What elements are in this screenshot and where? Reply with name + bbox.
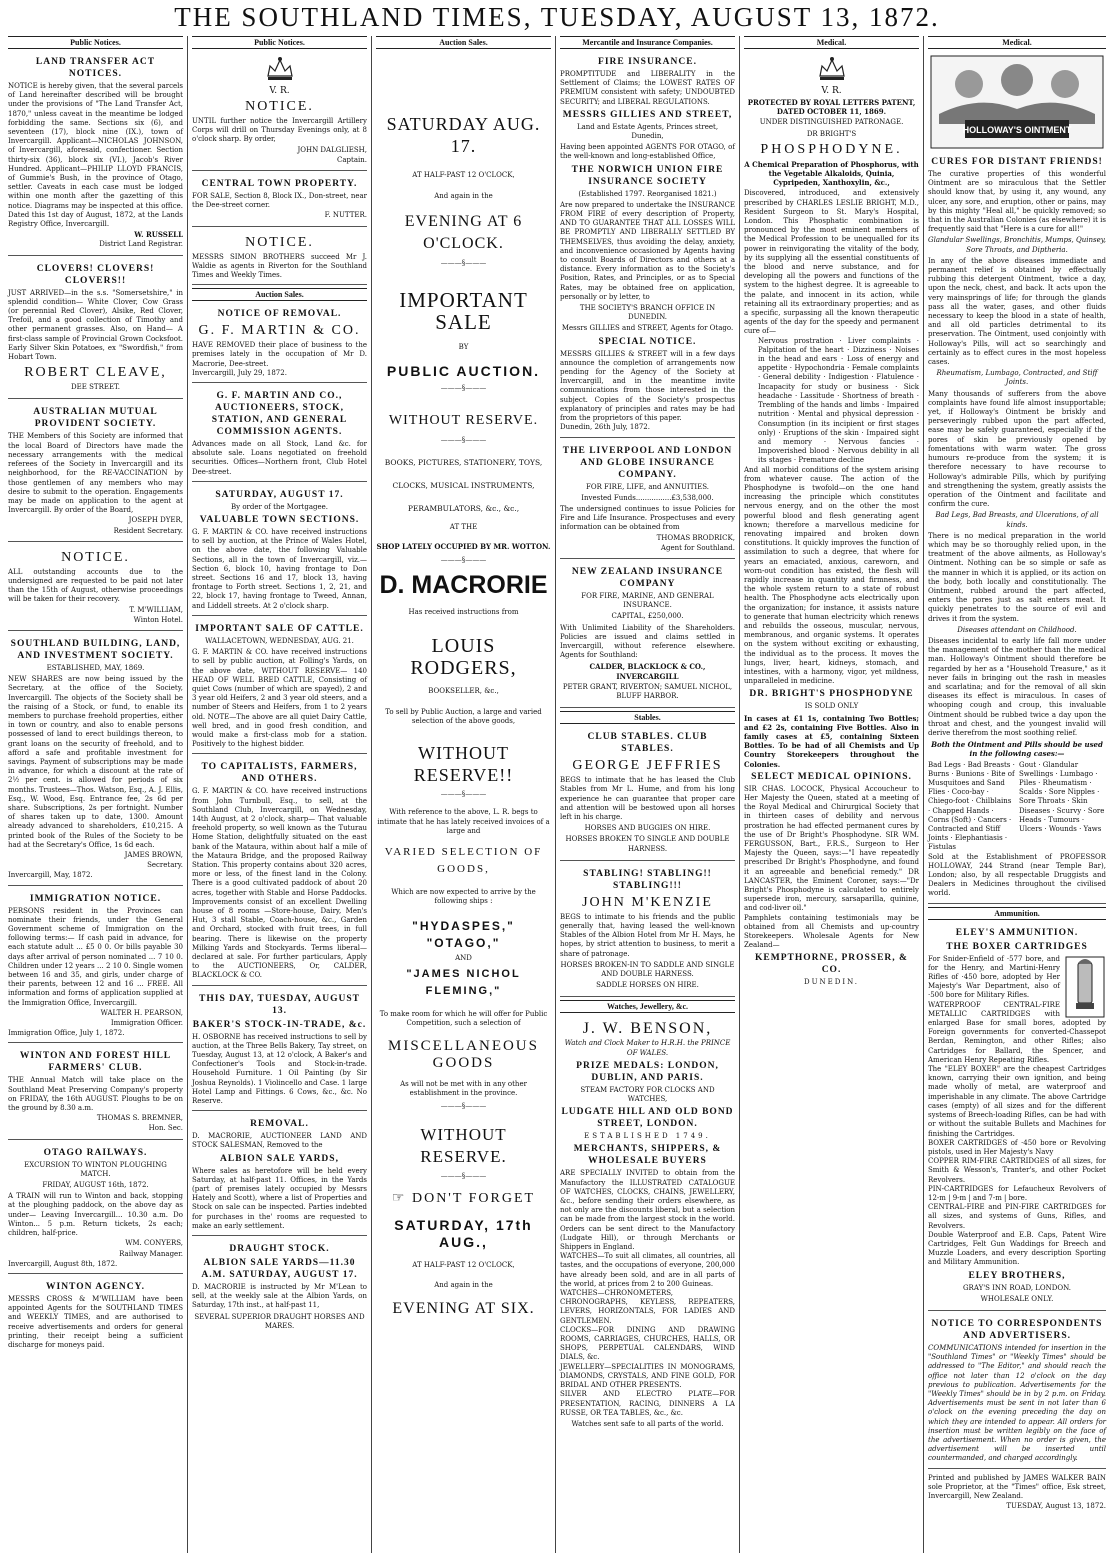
product-line: WATCHES—To suit all climates, all countries, all tastes, and the occupations of everyone, 200,000 have already been sold, and are in all parts of the world, at prices from 2 to 200 Guineas. <box>560 1252 735 1288</box>
removal-notice <box>192 304 367 383</box>
ad-body: In any of the above diseases immediate and permanent relief is obtained by effectually rubbing this detergent Ointment, twice a day, upon the neck, chest, and back. It acts upon the very mainsprings of life; for through the glands pass all the water, gases, and other fluids necessary to keep the blood in a state of health, and all old particles detrimental to its preservation. The Ointment, used conjointly with Holloway's Pills, will act so searchingly and certainly as to effect cures in the most hopeless cases. <box>928 256 1106 367</box>
ad-title: SOUTHLAND BUILDING, LAND, AND INVESTMENT SOCIETY. <box>10 638 181 661</box>
goods-line: BOOKS, PICTURES, STATIONERY, TOYS, <box>384 457 543 467</box>
page-columns <box>4 36 1110 1553</box>
ad-body: D. MACRORIE, AUCTIONEER LAND AND STOCK SALESMAN, Removed to the <box>192 1132 367 1150</box>
land-transfer-notice <box>8 52 183 256</box>
ad-dateline: Immigration Office, July 1, 1872. <box>8 1029 125 1038</box>
winton-hotel-notice <box>8 545 183 631</box>
ad-signature-title: Agent for Southland. <box>660 543 735 552</box>
ad-signature: WALTER H. PEARSON, <box>100 1008 183 1017</box>
railways-ad <box>8 1143 183 1274</box>
ad-body: NEW SHARES are now being issued by the Secretary, at the office of the Society, Invercargill. The objects of the Society shall be the raising of a Stock, or fund, to enable its members to purchase freehold properties, either in town or country, and also to enable persons possessed of land to erect buildings thereon, to grant loans on the security of freehold, and to afford a safe and profitable investment for savings. Payment of subscriptions may be made in advance, for which a discount at the rate of 2½ per cent. is allowed for periods of six months. Trustees—Thos. Watson, Esq., A. J. Ellis, Esq., W. Wood, Esq. Entrance fee, 2s 6d per share. Subscriptions, 2s per fortnight. Number of shares taken up to date, 1300. Amount already advanced to shareholders, £10,215. A printed book of the Rules of the Society to be had at the Secretary's Office, 1s 6d each. <box>8 675 183 849</box>
prize-medals: PRIZE MEDALS: LONDON, DUBLIN, AND PARIS. <box>576 1060 719 1083</box>
ad-body: COMMUNICATIONS intended for insertion in the "Southland Times" or "Weekly Times" should be addressed to "The Editor," and should reach the office not later than 12 o'clock on the day previous to publication. Advertisements for the "Weekly Times" should be in by 2 p.m. on Friday. Advertisements must be sent in not later than 6 o'clock on the evening preceding the day on which they are intended to appear. All orders for insertion must be written legibly on the face of the advertisement. When no order is given, the advertisement will be inserted until countermanded, and charged accordingly. <box>928 1343 1106 1463</box>
ships-note: Which are now expected to arrive by the following ships : <box>391 888 536 906</box>
ad-title: BAKER'S STOCK-IN-TRADE, &c. <box>192 1019 367 1030</box>
macrorie-auction-ad <box>376 113 551 1320</box>
ad-tail: HORSES AND BUGGIES ON HIRE. <box>584 824 711 833</box>
liverpool-london-ad <box>560 441 735 559</box>
sale-description: To sell by Public Auction, a large and varied selection of the above goods, <box>385 708 542 726</box>
sale-time: AT HALF-PAST 12 O'CLOCK, <box>412 171 515 179</box>
product-line: CENTRAL-FIRE and PIN-FIRE CARTRIDGES for all sizes, and systems of Guns, Rifles, and Revolvers. <box>928 1203 1106 1230</box>
product-line: CLOCKS—FOR DINING AND DRAWING ROOMS, CARRIAGES, CHURCHES, HALLS, OR SHOPS, PERPETUAL CALENDARS, WIND DIALS, &c. <box>560 1325 735 1362</box>
amp-society-ad <box>8 402 183 541</box>
ad-title: NOTICE. <box>245 99 314 114</box>
ad-signature-title: Hon. Sec. <box>148 1124 183 1133</box>
ad-title: AUSTRALIAN MUTUAL PROVIDENT SOCIETY. <box>33 407 158 430</box>
product-line: COPPER RIM-FIRE CARTRIDGES of all sizes, for Smith & Wesson's, Tranter's, and other Pocket Revolvers. <box>928 1157 1106 1184</box>
ad-body: G. F. MARTIN & CO. have received instructions to sell by public auction, at Folling's Yards, on the above date, WITHOUT RESERVE— 140 HEAD OF WELL BRED CATTLE, Consisting of quiet Cows (number of which are spayed), 2 and 3 year old Heifers, 2 and 3 year old steers, and a number of Steers and Heifers, from 1 to 2 years old. NOTE—The above are all quiet Dairy Cattle, well bred, and in good fresh condition, and would make a first-class mob for a station. Positively to the highest bidder. <box>192 648 367 749</box>
ad-body: PERSONS resident in the Provinces can nominate their friends, under the General Government scheme of Immigration on the following terms:— If cash paid in advance, for each statute adult ... £5 0 0. Or bills payable 30 days after arrival of person nominated ... 7 10 0. Children under 12 years ... 2 10 0. Single women between 16 and 35, and girls, under charge of their parents, between 12 and 16 ... FREE. All information and forms of application supplied at the Immigration Office, Invercargill. <box>8 906 183 1007</box>
ad-title: CURES FOR DISTANT FRIENDS! <box>931 157 1103 167</box>
ad-title: NOTICE TO CORRESPONDENTS AND ADVERTISERS. <box>931 1318 1103 1341</box>
agent-name: MESSRS GILLIES AND STREET, <box>562 109 733 120</box>
ad-body: THE Members of this Society are informed that the local Board of Directors have made the necessary arrangements with the medical referees of the Society in Invercargill and its neighborhood, for the RE-VACCINATION by those gentlemen of any members who may desire to submit to the operation. Engagements may be made on application to the agent at Invercargill. By order of the Board, <box>8 432 183 515</box>
ad-body: Are now prepared to undertake the INSURANCE FROM FIRE of every description of Property, AND TO GUARANTEE THAT ALL LOSSES WILL BE PROMPTLY AND LIBERALLY SETTLED BY THEMSELVES, thus avoiding the delay, anxiety, and inconvenience occasioned by Agents having to consult Boards of Directors and others at a distance. Every information as to the Society's Position, Rates, and Principles, or as to Special Rates, may be obtained free on application, personally or by letter, to <box>560 200 735 301</box>
holloway-label: HOLLOWAY'S OINTMENT <box>962 125 1072 135</box>
ad-title: TO CAPITALISTS, FARMERS, AND OTHERS. <box>201 762 358 785</box>
ad-subtitle: Watch and Clock Maker to H.R.H. the PRINCE OF WALES. <box>564 1039 731 1057</box>
ad-body: The curative properties of this wonderful Ointment are so miraculous that the Settler should know that, by using it, any wound, any ulcer, any sore, and eruption, other or pains, may by this mighty "Heal all," be quickly removed; so that in the Australian Colonies (as elsewhere) it is frequently said that "Here is a cure for all!" <box>928 170 1106 234</box>
ad-body: HAVE REMOVED their place of business to the premises lately in the occupation of Mr D. Macrorie, Dee-street. <box>192 341 367 368</box>
column-header: Medical. <box>744 36 919 49</box>
ad-body: Many thousands of sufferers from the above complaints have found life almost insupportable; yet, if Holloway's Ointment be briskly and perseveringly rubbed upon the part affected, ease may be safely guaranteed, especially if the pores of skin be previously opened by fomentations with warm water. The gross humours re-produce from the system; it is therefore necessary to have recourse to Holloway's admirable Pills, which by purifying and strengthening the system, greatly assists the operation of the Ointment and facilitate and confirm the cure. <box>928 389 1106 509</box>
central-town-property-ad <box>192 174 367 227</box>
column-header: Mercantile and Insurance Companies. <box>560 36 735 49</box>
pricing: In cases at £1 1s, containing Two Bottles; and £2 2s, containing Five Bottles. Also in family cases at £5, containing Sixteen Bottles. To be had of all Chemists and Up Country Storekeepers throughout the Colonies. <box>744 713 919 769</box>
ad-signature: JOSEPH DYER, <box>128 516 183 525</box>
ad-body: For Snider-Enfield of ·577 bore, and for the Henry, and Martini-Henry Rifles of ·450 bore, adopted by Her Majesty's War Department, also of ·500 bore for Military Rifles. <box>928 954 1060 1000</box>
ad-body: Where sales as heretofore will be held every Saturday, at half-past 11. Offices, in the Yards (part of premises lately occupied by Messrs Hately and Scott), where a list of Properties and Stock on sale can be inspected. Parties indebted for purchases in the' rooms are requested to make an early settlement. <box>192 1166 367 1230</box>
ad-body: FOR SALE, Section 8, Block IX., Don-street, near the Dee-street corner. <box>192 192 367 210</box>
ad-dateline: Invercargill, July 29, 1872. <box>192 368 287 377</box>
ad-subheading: Glandular Swellings, Bronchitis, Mumps, Quinsey, Sore Throats, and Diptheria. <box>928 236 1106 254</box>
auctioneer-name: D. MACRORIE <box>379 570 548 599</box>
ad-title: NOTICE. <box>245 234 314 250</box>
royal-crest-icon <box>258 54 302 84</box>
separator: ———§——— <box>440 435 487 444</box>
wholesale-note: WHOLESALE ONLY. <box>980 1294 1054 1303</box>
ad-title: ELEY'S AMMUNITION. <box>955 927 1079 938</box>
ad-title: IMPORTANT SALE OF CATTLE. <box>195 623 364 634</box>
separator: ———§——— <box>440 1102 487 1111</box>
column-header: Public Notices. <box>8 36 183 49</box>
ad-subtitle: ALBION SALE YARDS—11.30 A.M. SATURDAY, AUGUST 17. <box>201 1258 358 1281</box>
ad-signature: JAMES BROWN, <box>124 851 183 859</box>
product-description: A Chemical Preparation of Phosphorus, with the Vegetable Alkaloids, Quinia, Cypripeden, Xanthoxylin, &c., <box>744 159 919 188</box>
ad-title: WINTON AGENCY. <box>46 1281 145 1292</box>
ad-signature: THOMAS BRODRICK, <box>656 533 735 542</box>
company-name: ELEY BROTHERS, <box>968 1270 1066 1281</box>
agent-name: CALDER, BLACKLOCK & CO., INVERCARGILL <box>589 662 706 681</box>
separator: ———§——— <box>440 790 487 799</box>
ad-date: FRIDAY, AUGUST 16th, 1872. <box>42 1181 149 1190</box>
ad-subtitle: FOR FIRE, MARINE, AND GENERAL INSURANCE. <box>581 591 714 610</box>
ad-body: BEGS to intimate to his friends and the public generally that, having leased the well-known Stables of the Albion Hotel from Mr H. Mays, he hopes, by strict attention to business, to merit a share of patronage. <box>560 912 735 958</box>
province-note: As will not be met with in any other establishment in the province. <box>400 1080 527 1098</box>
address: LUDGATE HILL AND OLD BOND STREET, LONDON. <box>561 1107 734 1130</box>
ad-date: WALLACETOWN, WEDNESDAY, AUG. 21. <box>205 636 354 645</box>
ad-dateline: Dunedin, 26th July, 1872. <box>560 423 650 432</box>
club-stables-ad <box>560 727 735 861</box>
product-line: PIN-CARTRIDGES for Lefaucheux Revolvers of 12-m | 9-m | and 7-m | bore. <box>928 1184 1106 1202</box>
ad-body: Diseases incidental to early life fall more under the management of the mother than the medical man. Holloway's Ointment should therefore be regarded by her as a "Household Treasure," as it never fails in bringing out the rash in measles and scarlatina; and for the removal of all skin diseases its effect is miraculous. In cases of whooping cough and croup, this invaluable Ointment should be rubbed twice a day upon the throat and chest, and the youngest invalid will derive therefrom the most soothing relief. <box>928 636 1106 737</box>
ad-title: MERCHANTS, SHIPPERS, & WHOLESALE BUYERS <box>573 1144 722 1167</box>
ad-title: STABLING! STABLING!! STABLING!!! <box>583 868 712 891</box>
reserve-note: WITHOUT RESERVE. <box>388 412 539 428</box>
agent-city: DUNEDIN. <box>803 978 860 987</box>
column-6 <box>924 36 1110 1553</box>
column-header: Auction Sales. <box>376 36 551 49</box>
sale-evening: EVENING AT 6 O'CLOCK. <box>404 213 523 253</box>
correspondents-notice <box>928 1314 1106 1469</box>
ad-title: CLOVERS! CLOVERS! CLOVERS!! <box>36 263 155 286</box>
branch-office: THE SOCIETY'S BRANCH OFFICE IN DUNEDIN. <box>579 304 716 322</box>
column-1 <box>4 36 188 1553</box>
ad-tail: HORSES BROKEN TO SINGLE AND DOUBLE HARNESS. <box>565 835 730 853</box>
macrorie-removal-ad <box>192 1114 367 1236</box>
ad-body: UNTIL further notice the Invercargill Artillery Corps will drill on Thursday Evenings only, at 8 o'clock sharp. By order, <box>192 117 367 144</box>
royal-cipher: V. R. <box>821 86 842 96</box>
ad-body: Advances made on all Stock, Land &c. for absolute sale. Loans negotiated on freehold securities. Offices—Northern front, Club Hotel Dee-street. <box>192 440 367 476</box>
ship-names: "JAMES NICHOL FLEMING," <box>406 967 521 997</box>
imprint-date: TUESDAY, August 13, 1872. <box>1006 1502 1106 1511</box>
factory: STEAM FACTORY FOR CLOCKS AND WATCHES, <box>580 1085 715 1104</box>
separator: ———§——— <box>440 259 487 268</box>
ad-date: SATURDAY, AUGUST 17. <box>215 489 344 500</box>
patent-notice: PROTECTED BY ROYAL LETTERS PATENT, DATED OCTOBER 11, 1869. <box>747 98 916 117</box>
ad-title: REMOVAL. <box>250 1119 309 1130</box>
ad-signature: THOMAS S. BREMNER, <box>96 1114 183 1123</box>
ad-signature-title: District Land Registrar. <box>99 240 183 249</box>
nz-insurance-ad <box>560 562 735 708</box>
ad-title: SPECIAL NOTICE. <box>598 336 697 347</box>
ad-signature-title: Captain. <box>337 155 367 164</box>
ad-body: THE Annual Match will take place on the Southland Meat Preserving Company's property on FRIDAY, the 16th AUGUST. Ploughs to be on the ground by 8.30 a.m. <box>8 1076 183 1113</box>
ad-title: FIRE INSURANCE. <box>598 57 697 67</box>
product-line: WATCHES—CHRONOMETERS, CHRONOGRAPHS, KEYLESS, REPEATERS, LEVERS, HORIZONTALS, FOR LADIES AND GENTLEMEN. <box>560 1289 735 1325</box>
ad-tail: SADDLE HORSES ON HIRE. <box>596 981 699 990</box>
ad-body: MESSRS SIMON BROTHERS succeed Mr J. Waldie as agents in Riverton for the Southland Times and Weekly Times. <box>192 252 367 280</box>
product-line: JEWELLERY—SPECIALITIES IN MONOGRAMS, DIAMONDS, CRYSTALS, AND FINE GOLD, FOR BRIDAL AND OTHER PRESENTS. <box>560 1362 735 1390</box>
ad-signature: F. NUTTER. <box>324 211 367 220</box>
ad-body: Having been appointed AGENTS FOR OTAGO, of the well-known and long-established Office, <box>560 143 735 161</box>
holloway-engraving-icon <box>928 54 1106 150</box>
location: SHOP LATELY OCCUPIED BY MR. WOTTON. <box>376 542 551 552</box>
ad-footer: Sold at the Establishment of PROFESSOR HOLLOWAY, 244 Strand (near Temple Bar), London; also, by all respectable Druggists and Dealers in Medicines throughout the civilised world. <box>928 852 1106 898</box>
ad-body: And all morbid conditions of the system arising from whatever cause. The action of the Phosphodyne is twofold—on the one hand increasing the principle which constitutes nervous energy, and on the other the most powerful blood and flesh generating agent known; therefore a marvellous medicine for renovating impaired and broken down constitutions. It quickly improves the function of assimilation to such a degree, that where for years an emaciated, anxious, careworn, and worn-out condition has existed, the flesh will rapidly increase in quantity and firmness, and the whole system return to a state of robust health. The Phosphodyne acts electrically upon the organization; for instance, it assists nature to generate that human electricity which renews and rebuilds the osseous, muscular, nervous, membranous, and organic systems. It operates on the system without exciting or exhausting, the individual as to the process. It moves the lungs, liver, heart, kidneys, stomach, and intestines, with a harmony, vigor, yet mildness, unparalleled in medicine. <box>744 465 919 686</box>
ad-signature: T. M'WILLIAM, <box>129 605 183 614</box>
ad-subheading: Bad Legs, Bad Breasts, and Ulcerations, of all kinds. <box>935 511 1099 529</box>
brand: DR BRIGHT'S <box>806 129 857 138</box>
sale-note: And again in the <box>434 192 493 201</box>
ad-body: WATERPROOF CENTRAL-FIRE METALLIC CARTRIDGES with enlarged Base for small bores, adopted by Foreign governments for converted-Chassepot Berdan, Remington, and other Rifles; also Cartridges for Ballard, the Spencer, and American Henry Repeating Rifles. <box>928 1000 1106 1064</box>
company-name: THE NORWICH UNION FIRE INSURANCE SOCIETY <box>571 164 724 187</box>
winton-agency-ad <box>8 1277 183 1354</box>
simon-brothers-notice <box>192 230 367 286</box>
separator: ———§——— <box>440 555 487 564</box>
ad-dateline: Invercargill, May, 1872. <box>8 871 93 880</box>
ad-subtitle: ESTABLISHED, MAY, 1869. <box>46 663 145 672</box>
advertiser-address: DEE STREET. <box>71 383 120 392</box>
cartridge-icon <box>1064 955 1106 1019</box>
ailments-left: Bad Legs · Bad Breasts · Burns · Bunions · Bite of Musquitoes and Sand Flies · Coco-bay · Chiego-foot · Chilblains · Chapped Hands · Corns (Soft) · Cancers · Contracted and Stiff Joints · Elephantiasis · Fistulas <box>928 760 1015 852</box>
cattle-sale-ad <box>192 619 367 754</box>
holloway-ointment-ad <box>928 52 1106 904</box>
royal-crest-icon <box>810 54 854 84</box>
agent-address: Land and Estate Agents, Princes street, Dunedin, <box>576 122 719 141</box>
invested-funds: Invested Funds................£3,538,000. <box>581 493 714 502</box>
ad-body: Pamphlets containing testimonials may be obtained from all Chemists and up-country Storekeepers. Wholesale Agents for New Zealand— <box>744 913 919 950</box>
ad-tail: SEVERAL SUPERIOR DRAUGHT HORSES AND MARES. <box>194 1312 365 1330</box>
ad-dateline: Invercargill, August 8th, 1872. <box>8 1259 118 1268</box>
company-address: GRAY'S INN ROAD, LONDON. <box>962 1283 1072 1292</box>
immigration-notice <box>8 889 183 1044</box>
patronage: UNDER DISTINGUISHED PATRONAGE. <box>759 118 904 127</box>
ad-body: MESSRS GILLIES & STREET will in a few days announce the completion of arrangements now pending for the Agency of the Society at Invercargill, and in the meantime invite communications from those interested in the subject. Copies of the Society's prospectus explanatory of principles and rates may be had from the proprietors of this paper. <box>560 349 735 423</box>
goods-heading: MISCELLANEOUS GOODS <box>387 1038 539 1072</box>
column-3 <box>372 36 556 1553</box>
ailments-list: Nervous prostration · Liver complaints · Palpitation of the heart · Dizziness · Noises in the head and ears · Loss of energy and appetite · Hypochondria · Female complaints · General debility · Indigestion · Flatulence · Incapacity for study or business · Sick headache · Lassitude · Shortness of breath · Trembling of the hands and limbs · Impaired nutrition · Mental and physical depression · Consumption (in its incipient or first stages only) · Eruptions of the skin · Impaired sight and memory · Nervous fancies · Impoverished blood · Nervous debility in all its stages · Premature decline <box>758 336 919 465</box>
sale-time: AT HALF-PAST 12 O'CLOCK, <box>412 1261 515 1270</box>
ad-title: G. F. MARTIN AND CO., AUCTIONEERS, STOCK, STATION, AND GENERAL COMMISSION AGENTS. <box>211 391 348 438</box>
ad-signature: WM. CONYERS, <box>125 1239 183 1248</box>
agent-name: PETER GRANT, RIVERTON; SAMUEL NICHOL, BLUFF HARBOR. <box>562 682 733 700</box>
column-4 <box>556 36 740 1553</box>
ad-subtitle: IS SOLD ONLY <box>804 702 859 711</box>
company-established: (Established 1797. Reorganised 1821.) <box>578 189 717 198</box>
firm-name: G. F. MARTIN & CO. <box>198 323 361 339</box>
ad-title: LAND TRANSFER ACT NOTICES. <box>35 57 156 79</box>
goods-line: PERAMBULATORS, &c., &c., <box>407 504 520 514</box>
ad-title: OTAGO RAILWAYS. <box>43 1147 148 1158</box>
ad-signature: W. RUSSELL <box>134 230 183 240</box>
masthead: THE SOUTHLAND TIMES, TUESDAY, AUGUST 13, 1872. <box>174 2 940 32</box>
capital: CAPITAL, £250,000. <box>611 612 684 621</box>
testimonials: SIR CHAS. LOCOCK, Physical Accoucheur to Her Majesty the Queen, stated at a meeting of the Royal Medical and Chirurgical Society that in thirteen cases of debility and nervous prostration he had effected permanent cures by the use of Dr Bright's Phosphodyne. SIR WM. FERGUSSON, Bart., F.R.S., Surgeon to Her Majesty the Queen, says:—"I have repeatedly prescribed Dr Bright's Phosphodyne, and found it an agreeable and beneficial remedy." DR LANCASTER, the Eminent Coroner, says:—"Dr Bright's Phosphodyne is calculated to entirely supersede iron, mercury, sarsaparilla, quinine, and cod-liver oil." <box>744 784 919 913</box>
ad-body: NOTICE is hereby given, that the several parcels of Land hereinafter described will be brought under the provisions of "The Land Transfer Act, 1870," unless caveat in the meantime be lodged forbidding the same. Sections six (6), and seventeen (17), block nine (IX.), town of Invercargill. Applicant—NICHOLAS JOHNSON, of Invercargill, aforesaid, confectioner. Section thirty-six (36), block six (VI.), Jacob's River Hundred. Applicant—PHILIP LLOYD FRANCIS, of Gummie's Bush, in the province of Otago, settler. Caveats in each case must be lodged within one month after the gazetting of this notice. Diagrams may be inspected at this office. Dated this 1st day of August, 1872, at the Lands Registry Office, Invercargill. <box>8 82 183 229</box>
town-sections-ad <box>192 485 367 616</box>
royal-cipher: V. R. <box>269 86 290 96</box>
sale-by: BY <box>458 343 469 352</box>
ad-body: With Unlimited Liability of the Shareholders. Policies are issued and claims settled in Invercargill, without reference elsewhere. Agents for Southland: <box>560 623 735 660</box>
reminder-text: DON'T FORGET <box>411 1191 536 1207</box>
ad-title: J. W. BENSON, <box>582 1020 713 1038</box>
ad-footer: Watches sent safe to all parts of the world. <box>571 1419 724 1428</box>
ad-body: MESSRS CROSS & M'WILLIAM have been appointed Agents for the SOUTHLAND TIMES and WEEKLY TIMES, and are authorised to receive advertisements and orders for general printing, their receipt being a sufficient discharge for moneys paid. <box>8 1294 183 1349</box>
column-header: Public Notices. <box>192 36 367 49</box>
ad-body: The undersigned continues to issue Policies for Fire and Life Insurance. Prospectuses and every information can be obtained from <box>560 504 735 532</box>
ship-and: AND <box>455 954 472 963</box>
ad-body: BEGS to intimate that he has leased the Club Stables from Mr L. Hume, and from his long experience he can guarantee that proper care and attention will be bestowed upon all horses left in his charge. <box>560 776 735 821</box>
ad-body: A TRAIN will run to Winton and back, stopping at the ploughing paddock, on the above day as under— Leaving Invercargill... 10.30 a.m. Do Winton... 5 p.m. Return tickets, 2s each; children, half-price. <box>8 1192 183 1238</box>
clovers-ad <box>8 259 183 400</box>
ad-body: D. MACRORIE is instructed by Mr M'Lean to sell, at the weekly sale at the Albion Yards, on Saturday, 17th inst., at half-past 11, <box>192 1283 367 1310</box>
ad-title: CLUB STABLES. CLUB STABLES. <box>587 732 708 755</box>
ad-body: JUST ARRIVED—in the s.s. "Somersetshire," in splendid condition— White Clover, Cow Grass (or perennial Red Clover), Alsike, Red Clover, Trefoil, and a good collection of Timothy and other permanent grasses. Also, on Hand— A first-class sample of Provincial Grown Cocksfoot. Early Silver Skin Potatoes, ex "Swordfish," from Hobart Town. <box>8 288 183 362</box>
reserve-note: WITHOUT RESERVE!! <box>413 743 514 786</box>
ad-body: PROMPTITUDE and LIBERALITY in the Settlement of Claims; the LOWEST RATES OF PREMIUM consistent with safety; UNDOUBTED SECURITY; and LIBERAL REGULATIONS. <box>560 70 735 106</box>
ad-subheading: Both the Ointment and Pills should be used in the following cases:— <box>931 740 1103 759</box>
section-header: Ammunition. <box>928 907 1106 920</box>
capitalists-ad <box>192 757 367 985</box>
section-header: Watches, Jewellery, &c. <box>560 1000 735 1013</box>
separator: ———§——— <box>440 1172 487 1181</box>
building-society-ad <box>8 634 183 886</box>
separator: ———§——— <box>440 383 487 392</box>
ad-signature: Messrs GILLIES and STREET, Agents for Otago. <box>561 324 734 333</box>
ad-body: ALL outstanding accounts due to the undersigned are requested to be paid not later than the 15th of August, otherwise proceedings will be taken for their recovery. <box>8 567 183 604</box>
product-line: SILVER AND ELECTRO PLATE—FOR PRESENTATION, RACING, DINNERS A LA RUSSE, OR TEA TABLES, &c., &c. <box>560 1390 735 1417</box>
client-trade: BOOKSELLER, &c., <box>428 686 499 695</box>
ad-title: SELECT MEDICAL OPINIONS. <box>751 771 912 782</box>
proprietor-name: JOHN M'KENZIE <box>582 894 713 910</box>
reference-note: With reference to the above, L. R. begs to intimate that he has lately received invoices of a large and <box>377 808 550 835</box>
goods-line: CLOCKS, MUSICAL INSTRUMENTS, <box>392 480 535 490</box>
sale-date: SATURDAY, 17th AUG., <box>394 1217 533 1251</box>
product-name: PHOSPHODYNE. <box>760 141 903 157</box>
ad-title: NEW ZEALAND INSURANCE COMPANY <box>571 566 724 589</box>
ad-title: IMMIGRATION NOTICE. <box>29 893 162 904</box>
phosphodyne-ad <box>744 52 919 994</box>
ad-subtitle: By order of the Mortgagee. <box>231 502 328 511</box>
farmers-club-ad <box>8 1046 183 1139</box>
location-prefix: AT THE <box>449 523 478 532</box>
sale-note: And again in the <box>434 1280 493 1289</box>
pointing-hand-icon: ☞ <box>391 1191 412 1207</box>
benson-watches-ad <box>560 1016 735 1435</box>
ad-title: DRAUGHT STOCK. <box>229 1244 330 1255</box>
ad-title: ALBION SALE YARDS, <box>220 1153 339 1164</box>
section-header: Auction Sales. <box>192 288 367 301</box>
client-name: LOUIS RODGERS, <box>410 634 517 679</box>
ad-date: THIS DAY, TUESDAY, AUGUST 13. <box>199 993 360 1016</box>
established: ESTABLISHED 1749. <box>584 1132 711 1141</box>
draught-stock-ad <box>192 1239 367 1337</box>
ad-subheading: Rheumatism, Lumbago, Contracted, and Stiff Joints. <box>936 369 1098 387</box>
ad-signature-title: Resident Secretary. <box>113 526 183 535</box>
ad-title: NOTICE OF REMOVAL. <box>217 309 342 320</box>
ship-names: "HYDASPES," "OTAGO," <box>412 919 515 951</box>
advertiser-name: ROBERT CLEAVE, <box>24 365 167 381</box>
ad-body: H. OSBORNE has received instructions to sell by auction, at the Three Bells Bakery, Tay street, on Tuesday, August 13, at 12 o'clock, A Baker's and Confectioner's Tools and Stock-in-trade. Household Furniture. 1 Oil Painting (by Sir Joshua Reynolds). 1 Violincello and Case. 1 large Hotel Lamp and Fittings. 6 Cows, &c., &c. No Reserve. <box>192 1032 367 1106</box>
ad-body: G. F. MARTIN & CO. have received instructions to sell by auction, at the Prince of Wales Hotel, on the above date, the following Valuable Sections, all in the town of Invercargill, viz.— Section 6, block 10, having frontage to Don street. Sections 16 and 17, block 13, having frontage to Forth street. Sections 1, 2, 21, and 22, block 17, having frontage to Tweed, Annan, and Liddell streets. At 2 o'clock sharp. <box>192 528 367 610</box>
proprietor-name: GEORGE JEFFRIES <box>572 758 723 774</box>
product-line: BOXER CARTRIDGES of ·450 bore or Revolving pistols, used in Her Majesty's Navy <box>928 1138 1106 1156</box>
sale-heading: IMPORTANT SALE <box>399 288 528 335</box>
sale-type: PUBLIC AUCTION. <box>386 362 541 379</box>
ad-title: VALUABLE TOWN SECTIONS. <box>199 515 360 526</box>
ad-signature-title: Secretary. <box>147 861 183 870</box>
ad-body: ARE SPECIALLY INVITED to obtain from the Manufactory the ILLUSTRATED CATALOGUE OF WATCHES, CLOCKS, CHAINS, JEWELLERY, &c., before sending their orders elsewhere, as not only are the discounts liberal, but a selection can be made from the largest stock in the world. Orders can be sent direct to the Manufactory (Ludgate Hill), or through Merchants or Shippers in England. <box>560 1169 735 1252</box>
reserve-note: WITHOUT RESERVE. <box>420 1125 507 1167</box>
ad-title: THE LIVERPOOL AND LONDON AND GLOBE INSURANCE COMPANY. <box>562 445 733 480</box>
reminder <box>376 1190 551 1207</box>
ad-body: G. F. MARTIN & CO. have received instructions from John Turnbull, Esq., to sell, at the Southland Club, Invercargill, on Wednesday, 14th August, at 2 o'clock, sharp— That valuable freehold property, so well known as the Tuturau Home Station, delightfully situated on the east bank of the Mataura, within about half a mile of the Mataura Bridge, and the proposed Railway Station. This property contains about 320 acres, more or less, of the finest land in the Colony. There is a good cultivated paddock of about 20 acres, together with Stable and Horse Paddocks. Improvements consist of an excellent Dwelling house of 8 rooms —Store-house, Dairy, Men's Hut, 3 stall Stable, Coach-house, &c., Garden and Orchard, stocked with fruit trees, in full bearing. There is likewise on the property Milking Yards and Stockyards. Terms liberal—declared at sale. For further particulars, Apply to the AUCTIONEERS, Or, CALDER, BLACKLOCK & CO. <box>192 787 367 980</box>
column-2 <box>188 36 372 1553</box>
agent-name: KEMPTHORNE, PROSSER, & CO. <box>755 953 908 976</box>
imprint-text: Printed and published by JAMES WALKER BAIN sole Proprietor, at the "Times" office, Esk street, Invercargill, New Zealand. <box>928 1473 1106 1500</box>
goods-heading: VARIED SELECTION OF GOODS, <box>384 846 543 876</box>
ad-signature: JOHN DALGLIESH, <box>297 145 367 154</box>
ad-title: NOTICE. <box>61 549 130 565</box>
ad-title: WINTON AND FOREST HILL FARMERS' CLUB. <box>19 1051 172 1074</box>
ad-subheading: Diseases attendant on Childhood. <box>957 625 1077 634</box>
ad-body: There is no medical preparation in the world which may be so thoroughly relied upon, in the treatment of the above ailments, as Holloway's Ointment. Nothing can be so simple or safe as the manner in which it is applied, or its action on the body, both locally and constitutionally. The Ointment, rubbed around the part affected, enters the pores just as salt enters meat. It quickly penetrates to the source of evil and drives it from the system. <box>928 531 1106 623</box>
ailments-table <box>928 761 1106 853</box>
imprint <box>928 1472 1106 1517</box>
bakers-stock-ad <box>192 989 367 1112</box>
artillery-notice <box>192 52 367 171</box>
ad-signature-title: Winton Hotel. <box>133 615 183 624</box>
ad-body: The "ELEY BOXER" are the cheapest Cartridges known, carrying their own ignition, and being made wholly of metal, are waterproof and imperishable in any climate. The above Cartridge cases (empty) of all sizes and for the different systems of Breech-loading Rifles, can be had with or without the suitable Bullets and Machines for finishing the Cartridges. <box>928 1065 1106 1138</box>
ad-subtitle: EXCURSION TO WINTON PLOUGHING MATCH. <box>24 1160 167 1178</box>
ad-signature-title: Railway Manager. <box>119 1249 183 1258</box>
competition-note: To make room for which he will offer for Public Competition, such a selection of <box>379 1009 548 1027</box>
albion-stables-ad <box>560 864 735 998</box>
ailments-right: Gout · Glandular Swellings · Lumbago · Piles · Rheumatism · Scalds · Sore Nipples · Sore Throats · Skin Diseases · Scurvy · Sore Heads · Tumours · Ulcers · Wounds · Yaws <box>1019 760 1105 834</box>
ad-signature-title: Immigration Officer. <box>110 1019 183 1028</box>
ad-tail: HORSES BROKEN-IN TO SADDLE AND SINGLE AND DOUBLE HARNESS. <box>560 960 735 978</box>
product-line: Double Waterproof and E.B. Caps, Patent Wire Cartridges, Felt Gun Waddings for Breech and Muzzle Loaders, and every description Sporting and Military Ammunition. <box>928 1230 1106 1267</box>
ad-title: DR. BRIGHT'S PHOSPHODYNE <box>749 689 914 700</box>
ad-subtitle: FOR FIRE, LIFE, and ANNUITIES. <box>585 482 710 491</box>
column-header: Medical. <box>928 36 1106 49</box>
gf-martin-ad <box>192 386 367 482</box>
sale-evening: EVENING AT SIX. <box>392 1299 535 1317</box>
instruction-line: Has received instructions from <box>408 607 519 616</box>
norwich-union-ad <box>560 52 735 438</box>
sale-date: SATURDAY AUG. 17. <box>386 114 541 156</box>
ad-title: CENTRAL TOWN PROPERTY. <box>201 179 358 190</box>
ad-body: Discovered, introduced, and extensively prescribed by CHARLES LESLIE BRIGHT, M.D., Resident Surgeon to St. Mary's Hospital, London. This Phosphatic combination is pronounced by the most eminent members of the Medical Profession to be unequalled for its power in reinvigorating the vitality of the body, by its supplying all the essential constituents of the blood and nerve substance, and for developing all the powers and functions of the system to the highest degree. It is agreeable to the palate, and innocent in its action, while retaining all its extraordinary properties; and as a specific, surpassing all the known therapeutic agents of the day for the speedy and permanent cure of— <box>744 189 919 336</box>
column-5 <box>740 36 924 1553</box>
eley-ammunition-ad <box>928 923 1106 1311</box>
ad-subheading: THE BOXER CARTRIDGES <box>946 941 1088 952</box>
section-header: Stables. <box>560 711 735 724</box>
